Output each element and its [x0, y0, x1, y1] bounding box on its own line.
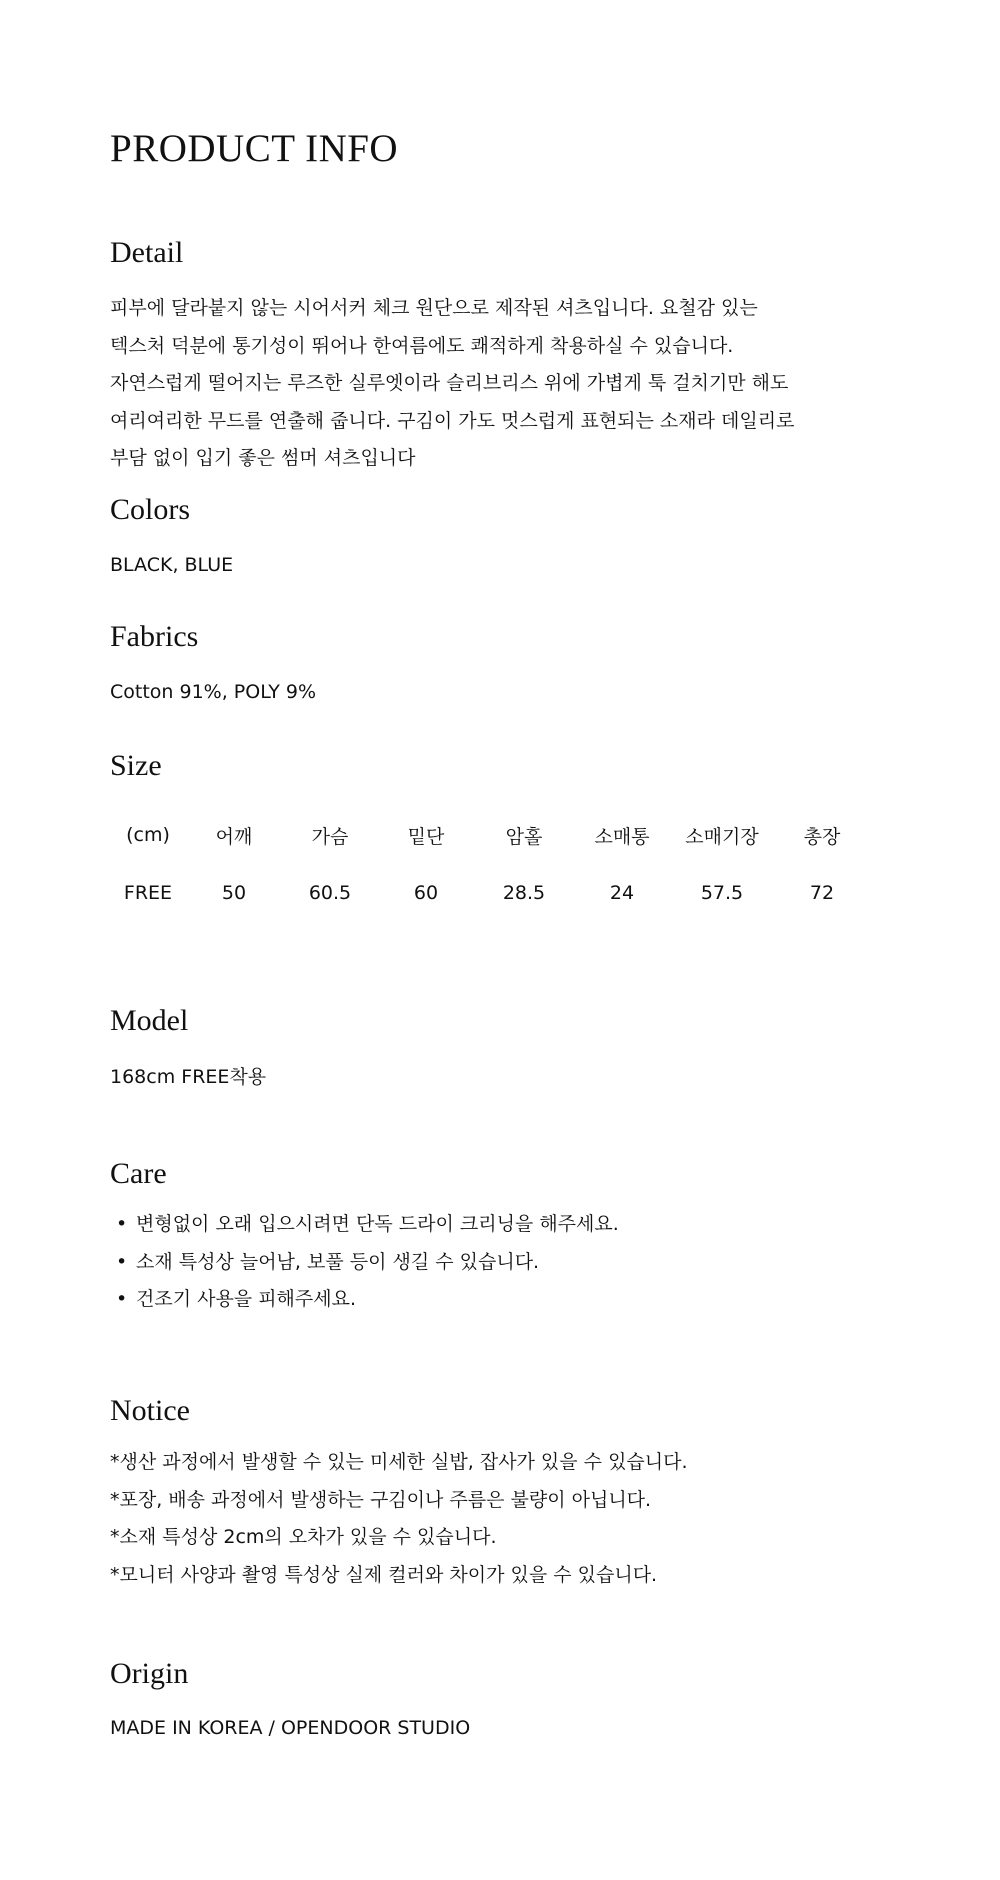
size-value-cell: FREE — [123, 882, 173, 904]
size-heading: Size — [110, 749, 162, 782]
size-value-cell: 60 — [413, 882, 439, 904]
notice-heading: Notice — [110, 1394, 190, 1427]
care-list-item — [110, 1244, 619, 1282]
detail-line: 자연스럽게 떨어지는 루즈한 실루엣이라 슬리브리스 위에 가볍게 툭 걸치기만 해도 — [110, 372, 789, 394]
care-list — [110, 1206, 619, 1319]
size-header-cell: 소매통 — [594, 825, 650, 848]
bullet-icon: • — [116, 1250, 128, 1273]
size-table — [110, 806, 870, 922]
detail-line: 여리여리한 무드를 연출해 줍니다. 구김이 가도 멋스럽게 표현되는 소재라 데일리로 — [110, 409, 795, 432]
size-header-cell: 어깨 — [215, 825, 253, 848]
care-item-text: 건조기 사용을 피해주세요. — [136, 1288, 357, 1310]
size-header-cell: 소매기장 — [685, 825, 759, 848]
size-value-cell: 60.5 — [308, 882, 352, 904]
colors-value: BLACK, BLUE — [110, 554, 234, 576]
detail-line: 부담 없이 입기 좋은 썸머 셔츠입니다 — [110, 447, 416, 469]
size-value-cell: 28.5 — [502, 882, 546, 904]
size-header-cell: (cm) — [126, 824, 170, 846]
notice-text — [110, 1444, 688, 1594]
care-item-text: 변형없이 오래 입으시려면 단독 드라이 크리닝을 해주세요. — [136, 1213, 619, 1235]
size-header-cell: 총장 — [803, 825, 841, 848]
size-value-cell: 50 — [221, 882, 247, 904]
care-item-text: 소재 특성상 늘어남, 보풀 등이 생길 수 있습니다. — [136, 1250, 540, 1273]
detail-heading: Detail — [110, 236, 184, 269]
bullet-icon: • — [116, 1288, 128, 1310]
care-heading: Care — [110, 1157, 167, 1190]
detail-text — [110, 290, 794, 478]
care-list-item — [110, 1206, 619, 1244]
size-value-cell: 57.5 — [700, 882, 744, 904]
origin-value: MADE IN KOREA / OPENDOOR STUDIO — [110, 1717, 471, 1739]
detail-line: 텍스처 덕분에 통기성이 뛰어나 한여름에도 쾌적하게 착용하실 수 있습니다. — [110, 334, 734, 357]
notice-line: *생산 과정에서 발생할 수 있는 미세한 실밥, 잡사가 있을 수 있습니다. — [110, 1451, 688, 1473]
notice-line: *소재 특성상 2cm의 오차가 있을 수 있습니다. — [110, 1526, 497, 1548]
size-header-cell: 암홀 — [505, 825, 543, 848]
fabrics-value: Cotton 91%, POLY 9% — [110, 681, 317, 703]
model-value: 168cm FREE착용 — [110, 1066, 267, 1088]
colors-heading: Colors — [110, 493, 191, 526]
notice-line: *모니터 사양과 촬영 특성상 실제 컬러와 차이가 있을 수 있습니다. — [110, 1563, 658, 1586]
size-header-cell: 가슴 — [311, 825, 349, 848]
fabrics-heading: Fabrics — [110, 620, 199, 653]
detail-line: 피부에 달라붙지 않는 시어서커 체크 원단으로 제작된 셔츠입니다. 요철감 있는 — [110, 297, 758, 319]
size-header-cell: 밑단 — [407, 825, 445, 848]
model-heading: Model — [110, 1004, 189, 1037]
size-value-cell: 24 — [609, 882, 635, 904]
care-list-item — [110, 1281, 619, 1319]
notice-line: *포장, 배송 과정에서 발생하는 구김이나 주름은 불량이 아닙니다. — [110, 1488, 652, 1511]
size-table-header-row — [110, 806, 870, 864]
size-table-row — [110, 864, 870, 922]
page-title: PRODUCT INFO — [110, 127, 399, 170]
origin-heading: Origin — [110, 1657, 189, 1690]
bullet-icon: • — [116, 1213, 128, 1235]
size-value-cell: 72 — [809, 882, 835, 904]
